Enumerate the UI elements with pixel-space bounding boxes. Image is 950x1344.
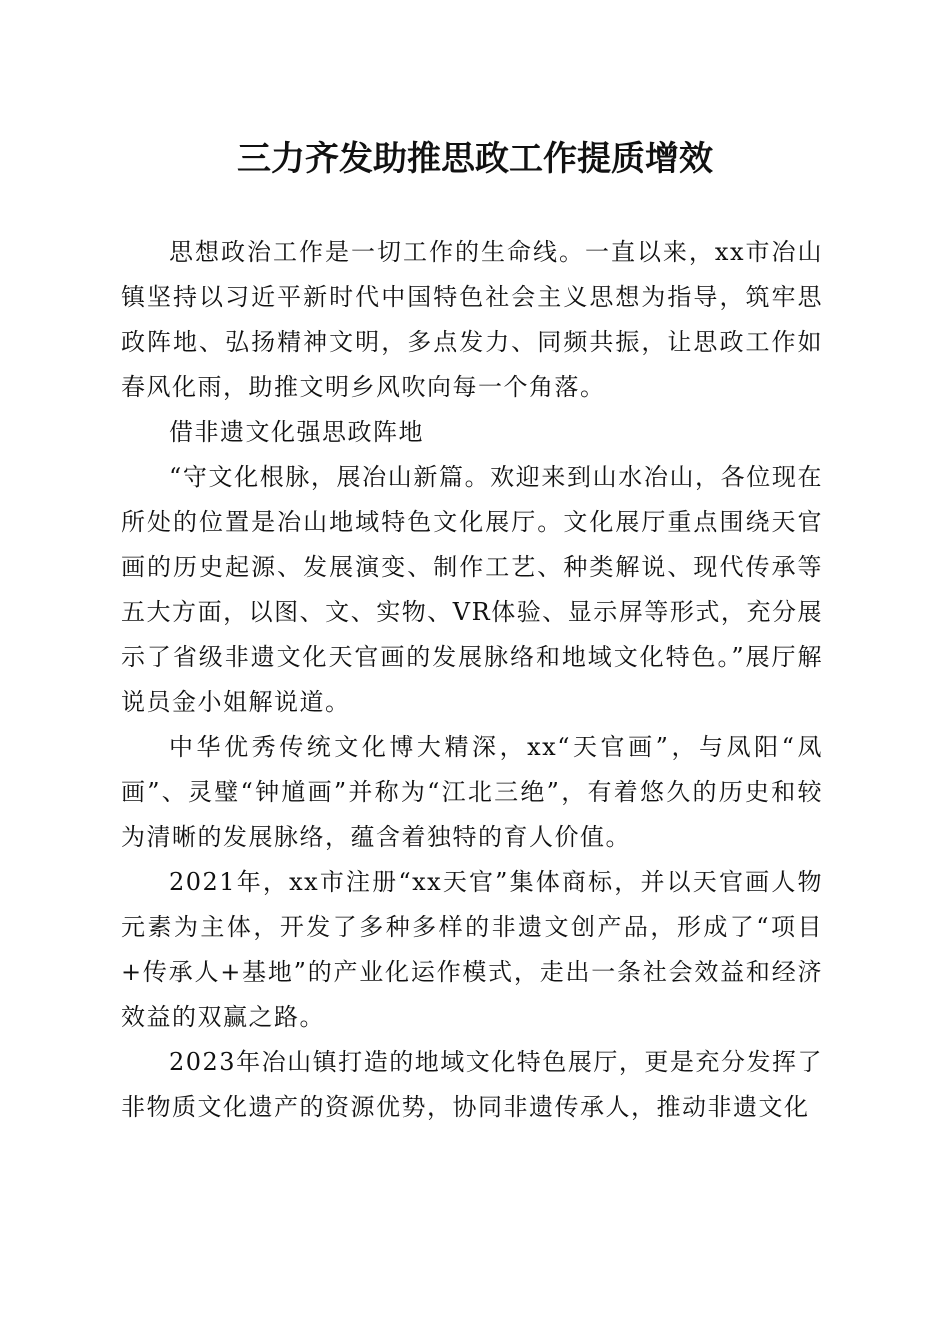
paragraph-culture: 中华优秀传统文化博大精深，xx“天官画”，与凤阳“凤画”、灵璧“钟馗画”并称为“江北三绝”，有着悠久的历史和较为清晰的发展脉络，蕴含着独特的育人价值。 (121, 733, 823, 851)
section-heading: 借非遗文化强思政阵地 (169, 418, 424, 446)
document-title: 三力齐发助推思政工作提质增效 (237, 139, 713, 179)
document-body (121, 230, 823, 1130)
paragraph-exhibition-quote: “守文化根脉，展冶山新篇。欢迎来到山水冶山，各位现在所处的位置是冶山地域特色文化展厅。文化展厅重点围绕天官画的历史起源、发展演变、制作工艺、种类解说、现代传承等五大方面，以图、文、实物、VR体验、显示屏等形式，充分展示了省级非遗文化天官画的发展脉络和地域文化特色。”展厅解说员金小姐解说道。 (121, 463, 823, 716)
paragraph-intro: 思想政治工作是一切工作的生命线。一直以来，xx市冶山镇坚持以习近平新时代中国特色社会主义思想为指导，筑牢思政阵地、弘扬精神文明，多点发力、同频共振，让思政工作如春风化雨，助推文明乡风吹向每一个角落。 (121, 238, 823, 401)
paragraph-2021: 2021年，xx市注册“xx天官”集体商标，并以天官画人物元素为主体，开发了多种多样的非遗文创产品，形成了“项目+传承人+基地”的产业化运作模式，走出一条社会效益和经济效益的双赢之路。 (121, 868, 823, 1031)
paragraph-2023: 2023年冶山镇打造的地域文化特色展厅，更是充分发挥了非物质文化遗产的资源优势，协同非遗传承人，推动非遗文化 (121, 1048, 823, 1121)
